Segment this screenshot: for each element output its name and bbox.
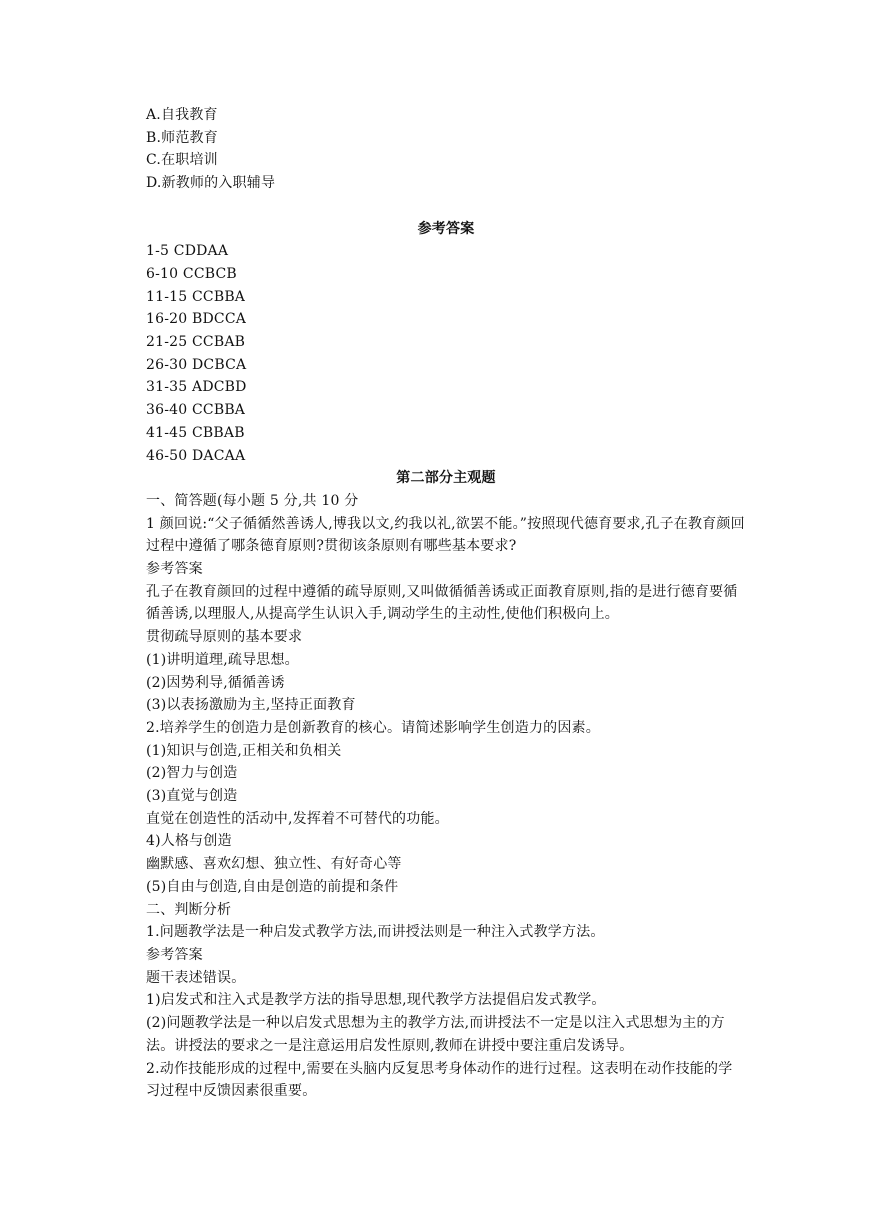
answer-row: 31-35 ADCBD: [146, 379, 247, 396]
answer-row: 26-30 DCBCA: [146, 356, 247, 373]
answer-row: 16-20 BDCCA: [146, 311, 247, 328]
option-d: D.新教师的入职辅导: [146, 175, 276, 192]
spacer: [146, 195, 746, 218]
option-c: C.在职培训: [146, 152, 218, 169]
judgment-1-point-1: 1)启发式和注入式是教学方法的指导思想,现代教学方法提倡启发式教学。: [146, 992, 606, 1009]
question-1-point: (1)讲明道理,疏导思想。: [146, 651, 299, 668]
question-2-point: (1)知识与创造,正相关和负相关: [146, 742, 342, 759]
question-1-point: (2)因势利导,循循善诱: [146, 674, 285, 691]
judgment-1-answer-label: 参考答案: [146, 947, 203, 963]
part2-title: 第二部分主观题: [396, 470, 496, 487]
judgment-2-text: 2.动作技能形成的过程中,需要在头脑内反复思考身体动作的进行过程。这表明在动作技能的学习过程中反馈因素很重要。: [146, 1060, 733, 1100]
document-body: [146, 104, 746, 1103]
answer-row: 21-25 CCBAB: [146, 334, 246, 351]
answer-row: 36-40 CCBBA: [146, 402, 246, 419]
option-a: A.自我教育: [146, 107, 218, 123]
question-2-point: (5)自由与创造,自由是创造的前提和条件: [146, 878, 399, 895]
question-1-point: (3)以表扬激励为主,坚持正面教育: [146, 697, 356, 714]
question-2-point: 幽默感、喜欢幻想、独立性、有好奇心等: [146, 856, 402, 873]
section1-heading: 一、简答题(每小题 5 分,共 10 分: [146, 492, 359, 509]
question-2-point: 直觉在创造性的活动中,发挥着不可替代的功能。: [146, 810, 449, 827]
judgment-1-verdict: 题干表述错误。: [146, 969, 246, 986]
answer-row: 6-10 CCBCB: [146, 265, 237, 282]
judgment-1-text: 1.问题教学法是一种启发式教学方法,而讲授法则是一种注入式教学方法。: [146, 924, 605, 941]
answer-key-title: 参考答案: [417, 220, 475, 237]
question-1-points-heading: 贯彻疏导原则的基本要求: [146, 629, 303, 646]
answer-row: 46-50 DACAA: [146, 447, 246, 464]
answer-row: 41-45 CBBAB: [146, 424, 245, 441]
option-b: B.师范教育: [146, 129, 218, 146]
question-2-point: 4)人格与创造: [146, 833, 232, 850]
question-2-point: (3)直觉与创造: [146, 788, 238, 805]
question-1-answer-text: 孔子在教育颜回的过程中遵循的疏导原则,又叫做循循善诱或正面教育原则,指的是进行德育要循循善诱,以理服人,从提高学生认识入手,调动学生的主动性,使他们积极向上。: [146, 583, 738, 623]
question-2-point: (2)智力与创造: [146, 765, 238, 782]
question-2-text: 2.培养学生的创造力是创新教育的核心。请简述影响学生创造力的因素。: [146, 719, 600, 736]
section2-heading: 二、判断分析: [146, 901, 232, 918]
answer-row: 11-15 CCBBA: [146, 288, 246, 305]
answer-row: 1-5 CDDAA: [146, 243, 229, 260]
question-1-text: 1 颜回说:“父子循循然善诱人,博我以文,约我以礼,欲罢不能。”按照现代德育要求,孔子在教育颜回过程中遵循了哪条德育原则?贯彻该条原则有哪些基本要求?: [146, 515, 745, 555]
judgment-1-point-2: (2)问题教学法是一种以启发式思想为主的教学方法,而讲授法不一定是以注入式思想为主的方法。讲授法的要求之一是注意运用启发性原则,教师在讲授中要注重启发诱导。: [146, 1015, 725, 1054]
question-1-answer-label: 参考答案: [146, 561, 203, 578]
